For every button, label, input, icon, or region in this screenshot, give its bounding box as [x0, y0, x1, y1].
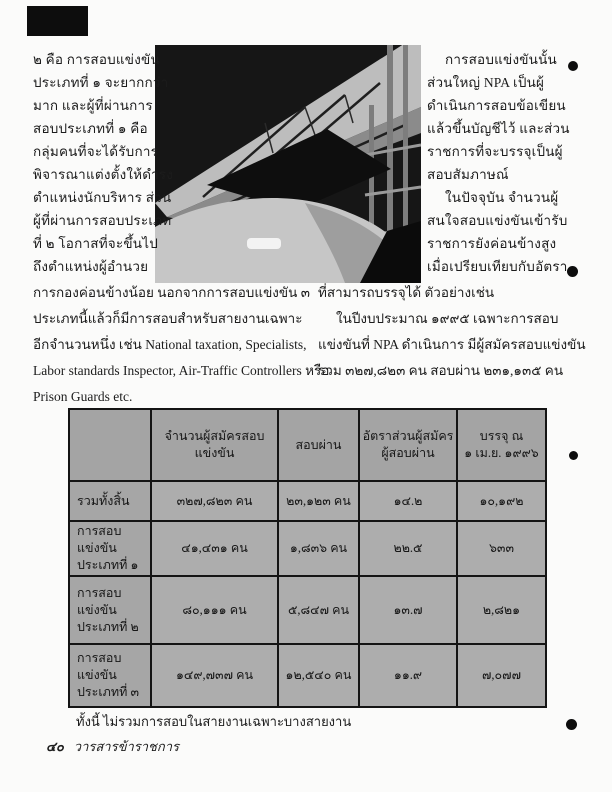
table-cell-ratio: ๒๒.๕: [360, 522, 456, 575]
table-cell-ratio: ๑๔.๒: [360, 482, 456, 520]
table-row-label-total: [70, 482, 150, 520]
aircraft-photo-graphic: [155, 45, 421, 283]
table-cell-passed: ๕,๘๔๗ คน: [279, 577, 358, 643]
left-wide-paragraph: [33, 280, 329, 410]
body-text-line: Labor standards Inspector, Air-Traffic Controllers หรือ: [33, 363, 330, 378]
body-text-line: ตำแหน่งนักบริหาร ส่วน: [33, 190, 172, 205]
body-text-line: ดำเนินการสอบข้อเขียน: [427, 98, 566, 113]
table-cell-applicants: ๔๑,๔๓๑ คน: [152, 522, 277, 575]
table-header-applicants: จำนวนผู้สมัครสอบแข่งขัน: [152, 410, 277, 480]
row-label-line: การสอบแข่งขัน: [77, 524, 122, 555]
table-cell-ratio: ๑๓.๗: [360, 577, 456, 643]
body-text-line: ถึงตำแหน่งผู้อำนวย: [33, 259, 149, 274]
table-cell-ratio: ๑๑.๙: [360, 645, 456, 706]
article-photo: [155, 45, 421, 283]
body-text-line: อีกจำนวนหนึ่ง เช่น National taxation, Specialists,: [33, 337, 307, 352]
body-text-line: พิจารณาแต่งตั้งให้ดำรง: [33, 167, 174, 182]
body-text-line: มาก และผู้ที่ผ่านการ: [33, 98, 153, 113]
row-label-line: การสอบแข่งขัน: [77, 585, 122, 617]
row-label-line: ประเภทที่ ๒: [77, 619, 139, 634]
body-text-line: ประเภทที่ ๑ จะยากกว่า: [33, 75, 169, 90]
body-text-line: ผู้ที่ผ่านการสอบประเภท: [33, 213, 172, 228]
body-text-line: เมื่อเปรียบเทียบกับอัตรา: [427, 259, 568, 274]
body-text-line: Prison Guards etc.: [33, 389, 133, 404]
body-text-line: แข่งขันที่ NPA ดำเนินการ มีผู้สมัครสอบแข่งขัน: [318, 337, 586, 352]
body-text-line: ส่วนใหญ่ NPA เป็นผู้: [427, 75, 545, 90]
body-text-line: แล้วขึ้นบัญชีไว้ และส่วน: [427, 121, 570, 136]
table-corner-cell: [70, 410, 150, 480]
body-text-line: กลุ่มคนที่จะได้รับการ: [33, 144, 159, 159]
body-text-line: ราชการยังค่อนข้างสูง: [427, 236, 557, 251]
body-text-line: การสอบแข่งขันนั้น: [445, 52, 557, 67]
exam-statistics-table: [68, 408, 547, 708]
body-text-line: ในปัจจุบัน จำนวนผู้: [445, 190, 559, 205]
body-text-line: ที่ ๒ โอกาสที่จะขึ้นไป: [33, 236, 158, 251]
table-cell-applicants: ๘๐,๑๑๑ คน: [152, 577, 277, 643]
page-number: ๔๐: [46, 739, 64, 754]
table-row-label-type1: [70, 522, 150, 575]
header-line: ๑ เม.ย. ๑๙๙๖: [464, 446, 539, 460]
body-text-line: การกองค่อนข้างน้อย นอกจากการสอบแข่งขัน ๓: [33, 285, 310, 300]
row-label-line: ประเภทที่ ๓: [77, 685, 140, 699]
body-text-line: รวม ๓๒๗,๘๒๓ คน สอบผ่าน ๒๓๑,๑๓๕ คน: [318, 363, 564, 378]
table-cell-applicants: ๓๒๗,๘๒๓ คน: [152, 482, 277, 520]
body-text-line: ๒ คือ การสอบแข่งขัน: [33, 52, 160, 67]
row-label-line: การสอบแข่งขัน: [77, 651, 122, 682]
scan-artifact-box: [27, 6, 88, 36]
table-footnote: ทั้งนี้ ไม่รวมการสอบในสายงานเฉพาะบางสายงาน: [76, 714, 352, 729]
body-text-line: สนใจสอบแข่งขันเข้ารับ: [427, 213, 568, 228]
body-text-line: ราชการที่จะบรรจุเป็นผู้: [427, 144, 563, 159]
body-text-line: สอบประเภทที่ ๑ คือ: [33, 121, 148, 136]
scan-mark-dot: [569, 451, 578, 460]
body-text-line: ประเภทนี้แล้วก็มีการสอบสำหรับสายงานเฉพาะ: [33, 311, 303, 326]
right-text-column: [427, 48, 570, 278]
table-cell-passed: ๒๓,๑๒๓ คน: [279, 482, 358, 520]
page-footer: [46, 736, 179, 757]
header-line: อัตราส่วนผู้สมัคร: [362, 429, 454, 443]
table-cell-passed: ๑๒,๕๔๐ คน: [279, 645, 358, 706]
body-text-line: สอบสัมภาษณ์: [427, 167, 509, 182]
row-label-line: ประเภทที่ ๑: [77, 558, 139, 572]
table-cell-applicants: ๑๔๙,๗๓๗ คน: [152, 645, 277, 706]
table-row-label-type3: [70, 645, 150, 706]
table-cell-passed: ๑,๘๓๖ คน: [279, 522, 358, 575]
table-row-label-type2: [70, 577, 150, 643]
header-line: บรรจุ ณ: [479, 429, 524, 443]
table-header-passed: สอบผ่าน: [279, 410, 358, 480]
right-wide-paragraph: [318, 280, 586, 384]
body-text-line: ที่สามารถบรรจุได้ ตัวอย่างเช่น: [318, 285, 495, 300]
scan-mark-dot: [566, 719, 577, 730]
row-label-line: รวมทั้งสิ้น: [77, 493, 130, 508]
table-header-ratio: [360, 410, 456, 480]
left-text-column: [33, 48, 173, 278]
journal-title: วารสารข้าราชการ: [73, 739, 180, 754]
table-header-appointed: [458, 410, 545, 480]
table-cell-appointed: ๑๐,๑๙๒: [458, 482, 545, 520]
header-line: ผู้สอบผ่าน: [381, 446, 435, 460]
table-cell-appointed: ๒,๘๒๑: [458, 577, 545, 643]
table-cell-appointed: ๖๓๓: [458, 522, 545, 575]
table-cell-appointed: ๗,๐๗๗: [458, 645, 545, 706]
body-text-line: ในปีงบประมาณ ๑๙๙๕ เฉพาะการสอบ: [336, 311, 559, 326]
